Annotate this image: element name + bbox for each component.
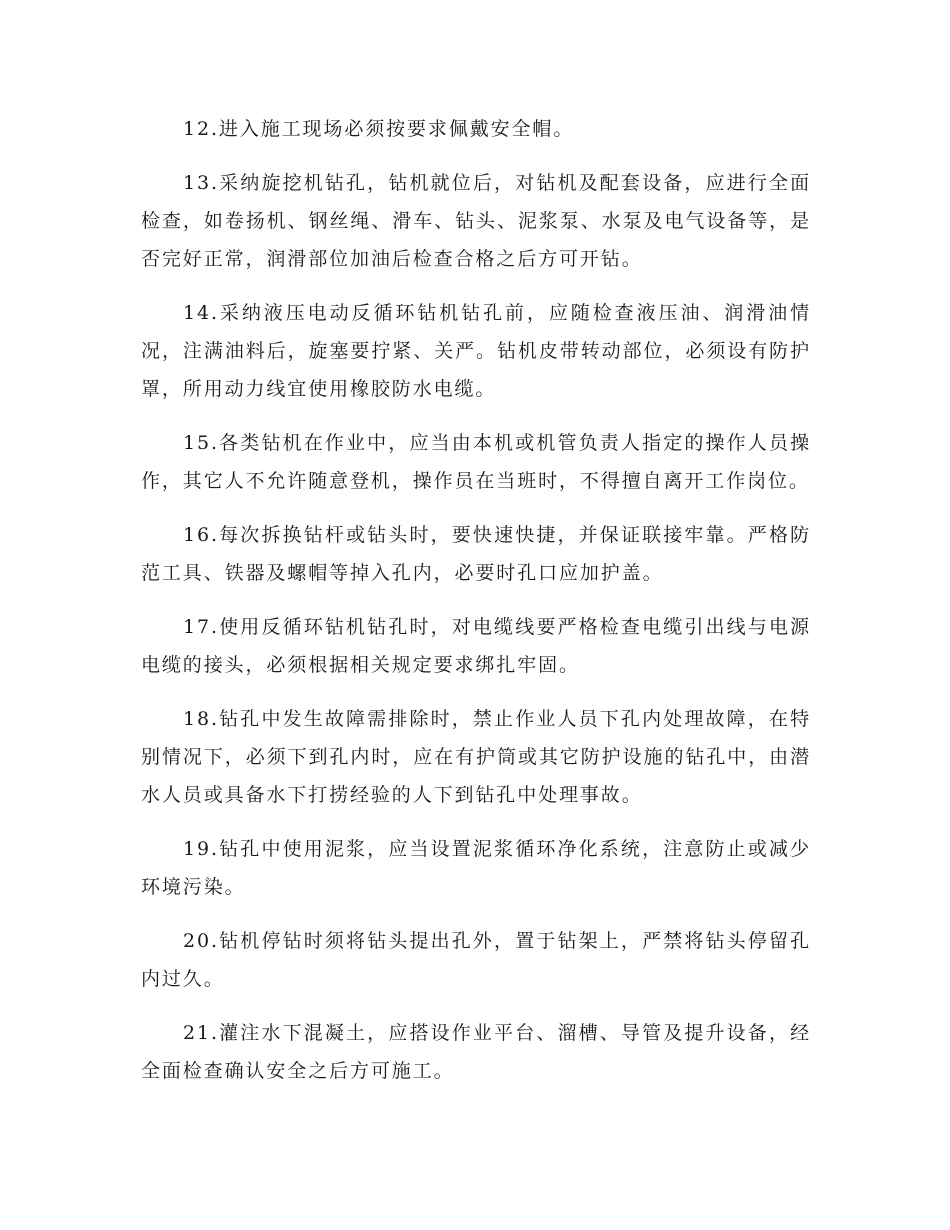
paragraph-18: 18.钻孔中发生故障需排除时，禁止作业人员下孔内处理故障，在特别情况下，必须下到孔内时，应在有护筒或其它防护设施的钻孔中，由潜水人员或具备水下打捞经验的人下到钻孔中处理事故。: [141, 708, 811, 806]
paragraph-16: 16.每次拆换钻杆或钻头时，要快速快捷，并保证联接牢靠。严格防范工具、铁器及螺帽等掉入孔内，必要时孔口应加护盖。: [141, 524, 811, 584]
paragraph-17: 17.使用反循环钻机钻孔时，对电缆线要严格检查电缆引出线与电源电缆的接头，必须根据相关规定要求绑扎牢固。: [141, 616, 811, 676]
paragraph-12: 12.进入施工现场必须按要求佩戴安全帽。: [183, 118, 575, 140]
paragraph-13: 13.采纳旋挖机钻孔，钻机就位后，对钻机及配套设备，应进行全面检查，如卷扬机、钢丝绳、滑车、钻头、泥浆泵、水泵及电气设备等，是否完好正常，润滑部位加油后检查合格之后方可开钻。: [141, 172, 811, 270]
document-body: [141, 110, 811, 1106]
paragraph-15: 15.各类钻机在作业中，应当由本机或机管负责人指定的操作人员操作，其它人不允许随意登机，操作员在当班时，不得擅自离开工作岗位。: [141, 432, 811, 492]
paragraph-19: 19.钻孔中使用泥浆，应当设置泥浆循环净化系统，注意防止或减少环境污染。: [141, 838, 811, 898]
paragraph-14: 14.采纳液压电动反循环钻机钻孔前，应随检查液压油、润滑油情况，注满油料后，旋塞要拧紧、关严。钻机皮带转动部位，必须设有防护罩，所用动力线宜使用橡胶防水电缆。: [141, 302, 811, 400]
paragraph-21: 21.灌注水下混凝土，应搭设作业平台、溜槽、导管及提升设备，经全面检查确认安全之后方可施工。: [141, 1022, 811, 1082]
paragraph-20: 20.钻机停钻时须将钻头提出孔外，置于钻架上，严禁将钻头停留孔内过久。: [141, 930, 811, 990]
